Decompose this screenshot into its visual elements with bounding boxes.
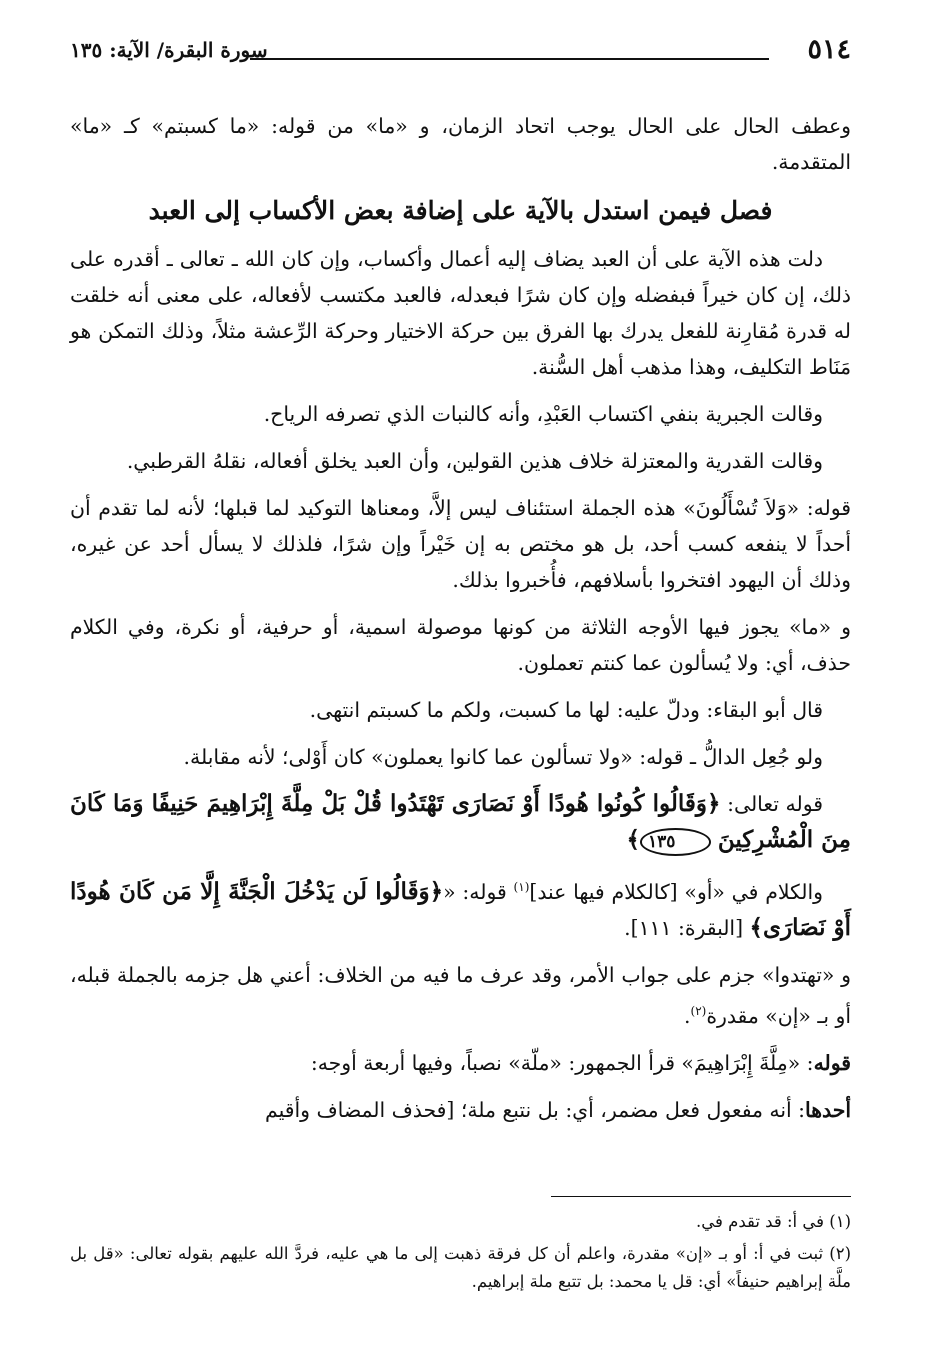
verse-lead: قوله تعالى: (720, 792, 823, 816)
page-header (70, 34, 851, 74)
footnote-2: (٢) ثبت في أ: أو بـ «إن» مقدرة، واعلم أن كل فرقة ذهبت إلى ما هي عليه، فردَّ الله عليهم بقوله تعالى: «قل بل ملَّة إبراهيم حنيفاً» أي: قل يا محمد: بل تتبع ملة إبراهيم. (70, 1244, 851, 1291)
footnote-ref: (١) (513, 880, 530, 894)
quran-verse-paragraph (70, 786, 851, 858)
paragraph (70, 1092, 851, 1128)
page-number: ٥١٤ (807, 34, 851, 65)
paragraph: وعطف الحال على الحال يوجب اتحاد الزمان، و «ما» من قوله: «ما كسبتم» كـ «ما» المتقدمة. (70, 114, 851, 174)
text-run: والكلام في «أو» [كالكلام فيها عند] (529, 879, 824, 904)
text-run: : أنه مفعول فعل مضمر، أي: بل نتبع ملة؛ [فحذف المضاف وأقيم (265, 1097, 806, 1122)
page-body (70, 108, 851, 1139)
quran-bracket: ﴾ (626, 826, 640, 853)
document-page (70, 0, 851, 1366)
paragraph: وقالت القدرية والمعتزلة خلاف هذين القولين، وأن العبد يخلق أفعاله، نقلهُ القرطبي. (126, 449, 823, 473)
paragraph: وقالت الجبرية بنفي اكتساب العَبْدِ، وأنه كالنبات الذي تصرفه الرياح. (263, 402, 823, 426)
section-heading: فصل فيمن استدل بالآية على إضافة بعض الأكساب إلى العبد (148, 196, 773, 225)
footnote-separator (551, 1196, 851, 1197)
paragraph: قوله: «وَلاَ تُسْأَلُونَ» هذه الجملة استئناف ليس إلاَّ، ومعناها التوكيد لما قبلها؛ لأنه لما تقدم أن أحداً لا ينفعه كسب أحد، بل هو مختص به إن خَيْراً وإن شرًا، فلذلك لا يسأل أحد عن غيره، وذلك أن اليهود افتخروا بأسلافهم، فأُخبروا بذلك. (70, 496, 851, 592)
running-title: سورة البقرة/ الآية: ١٣٥ (70, 38, 268, 62)
paragraph (70, 957, 851, 1034)
quran-verse: ﴿وَقَالُوا كُونُوا هُودًا أَوْ نَصَارَى تَهْتَدُوا قُلْ بَلْ مِلَّةَ إِبْرَاهِيمَ حَنِيفًا وَمَا كَانَ مِنَ الْمُشْرِكِينَ (70, 790, 851, 853)
footnote-ref: (٢) (690, 1003, 707, 1018)
paragraph (70, 869, 851, 946)
paragraph (70, 1045, 851, 1081)
paragraph: دلت هذه الآية على أن العبد يضاف إليه أعمال وأكساب، وإن كان الله ـ تعالى ـ أقدره على ذلك، إن كان خيراً فبفضله وإن كان شرًا فبعدله، فالعبد مكتسب لأفعاله، على معنى أنه خلقت له قدرة مُقارِنة للفعل يدرك بها الفرق بين حركة الاختيار وحركة الرِّعشة مثلاً، وذلك التمكن هو مَنَاط التكليف، وهذا مذهب أهل السُّنة. (70, 247, 851, 379)
text-run: [البقرة: ١١١]. (624, 915, 750, 940)
quran-quote: ﴿وَقَالُوا لَن يَدْخُلَ الْجَنَّةَ إِلَّا مَن كَانَ هُودًا أَوْ نَصَارَى﴾ (70, 877, 851, 941)
header-rule (250, 58, 769, 60)
text-run: و «تهتدوا» جزم على جواب الأمر، وقد عرف ما فيه من الخلاف: أعني هل جزمه بالجملة قبله، أو بـ «إن» مقدرة (70, 962, 851, 1028)
bold-term: قوله (813, 1050, 851, 1075)
paragraph: قال أبو البقاء: ودلّ عليه: لها ما كسبت، ولكم ما كسبتم انتهى. (309, 698, 823, 722)
bold-term: أحدها (805, 1097, 851, 1122)
paragraph: ولو جُعِل الدالُّ ـ قوله: «ولا تسألون عما كانوا يعملون» كان أَوْلى؛ لأنه مقابلة. (183, 745, 823, 769)
text-run: : «مِلَّةَ إِبْرَاهِيمَ» قرأ الجمهور: «ملّة» نصباً، وفيها أربعة أوجه: (310, 1050, 814, 1075)
footnote-1: (١) في أ: قد تقدم في. (695, 1212, 851, 1231)
text-run: قوله: « (443, 879, 514, 904)
paragraph: و «ما» يجوز فيها الأوجه الثلاثة من كونها موصولة اسمية، أو حرفية، أو نكرة، وفي الكلام حذف، أي: ولا يُسألون عما كنتم تعملون. (70, 615, 851, 675)
ayah-number-marker: ١٣٥ (640, 828, 711, 856)
footnotes (70, 1208, 851, 1300)
text-run: . (684, 1003, 691, 1028)
